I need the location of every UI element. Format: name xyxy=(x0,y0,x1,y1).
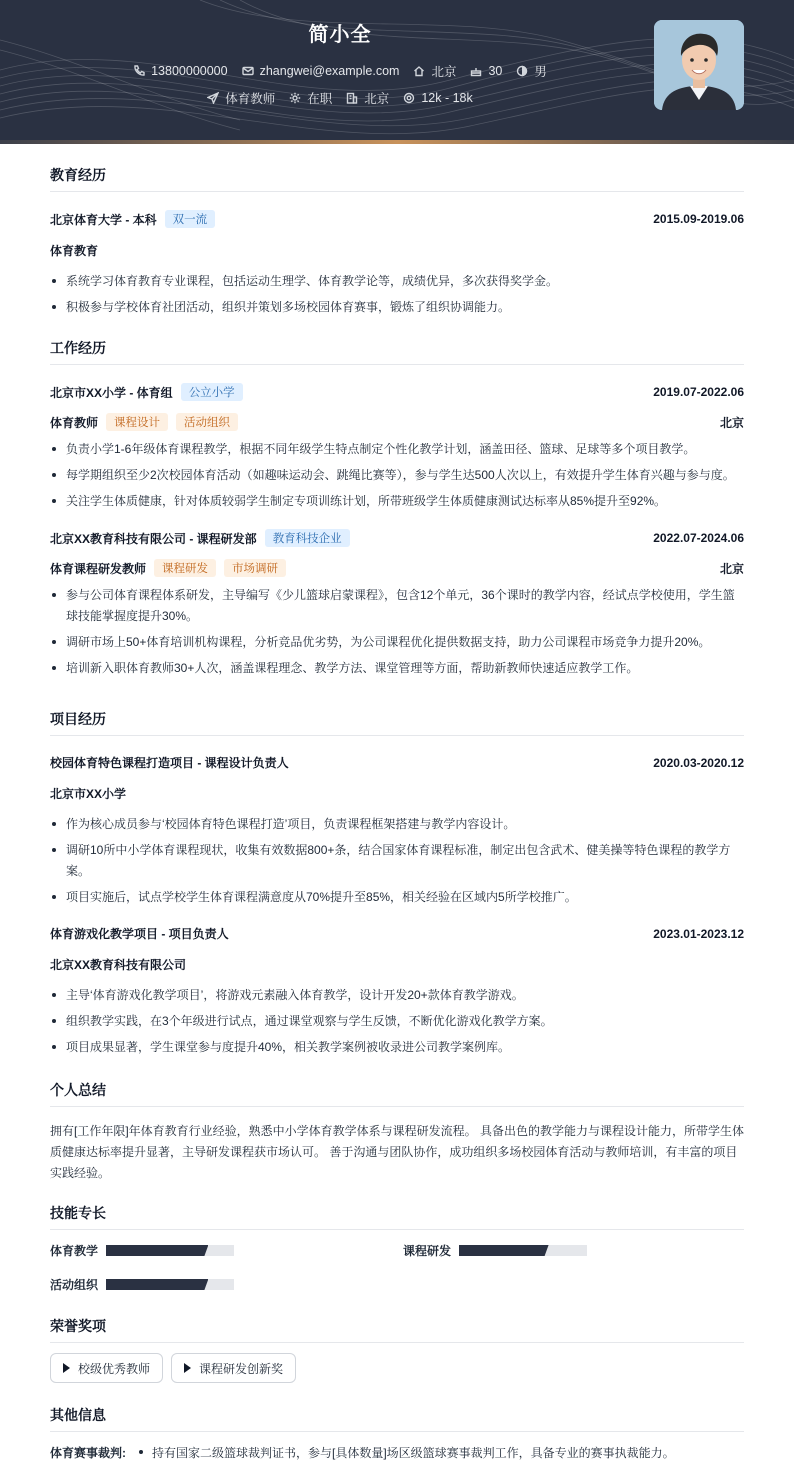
education-header xyxy=(50,210,744,228)
role-row xyxy=(50,413,744,431)
summary-text: 拥有[工作年限]年体育教育行业经验，熟悉中小学体育教学体系与课程研发流程。 具备出色的教学能力与课程设计能力，所带学生体质健康达标率提升显著，主导研发课程获市场认可。 善于沟通与团队协作，成功组织多场校园体育活动与教师培训，有丰富的项目实践经验。 xyxy=(50,1124,745,1180)
role-row xyxy=(50,559,744,577)
candidate-name: 简小全 xyxy=(308,24,372,46)
list-item: 作为核心成员参与‘校园体育特色课程打造’项目，负责课程框架搭建与教学内容设计。 xyxy=(50,814,744,835)
location-text: 北京 xyxy=(431,65,457,79)
skill-fill xyxy=(106,1245,208,1256)
other-label: 体育赛事裁判: xyxy=(50,1446,126,1460)
award-badge xyxy=(171,1353,296,1383)
project-date: 2023.01-2023.12 xyxy=(653,926,744,941)
avatar xyxy=(654,20,744,110)
project-name: 体育游戏化教学项目 - 项目负责人 xyxy=(50,927,229,941)
skill-name: 课程研发 xyxy=(403,1244,452,1258)
skill-fill xyxy=(106,1279,208,1290)
coin-icon xyxy=(403,92,415,104)
project-header xyxy=(50,754,744,771)
job-header xyxy=(50,529,744,547)
list-item: 培训新入职体育教师30+人次，涵盖课程理念、教学方法、课堂管理等方面，帮助新教师快速适应教学工作。 xyxy=(50,658,744,679)
education-section xyxy=(50,165,744,318)
school-name: 北京体育大学 - 本科 xyxy=(50,212,157,227)
bullet-dot xyxy=(139,1450,143,1454)
list-item: 调研市场上50+体育培训机构课程，分析竞品优劣势，为公司课程优化提供数据支持，助力公司课程市场竞争力提升20%。 xyxy=(50,632,744,653)
email-text: zhangwei@example.com xyxy=(259,64,400,78)
job-city: 北京 xyxy=(719,415,744,430)
phone-text: 13800000000 xyxy=(151,64,228,78)
status-item xyxy=(289,89,332,107)
skill-fill xyxy=(459,1245,549,1256)
gender-icon xyxy=(516,65,528,77)
major-name: 体育教育 xyxy=(50,244,99,258)
section-title: 其他信息 xyxy=(50,1405,744,1432)
award-name: 校级优秀教师 xyxy=(78,1361,151,1376)
awards-section xyxy=(50,1316,744,1386)
list-item: 主导‘体育游戏化教学项目’，将游戏元素融入体育教学，设计开发20+款体育教学游戏。 xyxy=(50,985,744,1006)
phone-item xyxy=(133,64,227,78)
job-bullets xyxy=(50,439,744,512)
project-bullets xyxy=(50,814,744,908)
company-tag: 教育科技企业 xyxy=(265,529,350,547)
list-item: 关注学生体质健康，针对体质较弱学生制定专项训练计划，所带班级学生体质健康测试达标率从85%提升至92%。 xyxy=(50,491,744,512)
skills-section xyxy=(50,1203,744,1303)
list-item: 项目实施后，试点学校学生体育课程满意度从70%提升至85%，相关经验在区域内5所学校推广。 xyxy=(50,887,744,908)
send-icon xyxy=(207,92,219,104)
play-icon xyxy=(63,1363,70,1373)
salary-text: 12k - 18k xyxy=(421,91,473,105)
list-item: 积极参与学校体育社团活动，组织并策划多场校园体育赛事，锻炼了组织协调能力。 xyxy=(50,297,744,318)
list-item: 每学期组织至少2次校园体育活动（如趣味运动会、跳绳比赛等），参与学生达500人次以上，有效提升学生体育兴趣与参与度。 xyxy=(50,465,744,486)
gender-text: 男 xyxy=(534,65,547,79)
company-name: 北京市XX小学 - 体育组 xyxy=(50,385,173,400)
list-item: 参与公司体育课程体系研发，主导编写《少儿篮球启蒙课程》，包含12个单元，36个课时的教学内容，经试点学校使用，学生篮球技能掌握度提升30%。 xyxy=(50,585,744,627)
list-item: 组织教学实践，在3个年级进行试点，通过课堂观察与学生反馈，不断优化游戏化教学方案。 xyxy=(50,1011,744,1032)
role-name: 体育课程研发教师 xyxy=(50,561,147,576)
play-icon xyxy=(184,1363,191,1373)
phone-icon xyxy=(133,65,145,77)
section-title: 荣誉奖项 xyxy=(50,1316,744,1343)
education-bullets xyxy=(50,271,744,318)
list-item: 项目成果显著，学生课堂参与度提升40%，相关教学案例被收录进公司教学案例库。 xyxy=(50,1037,744,1058)
skill-name: 体育教学 xyxy=(50,1244,99,1258)
list-item: 系统学习体育教育专业课程，包括运动生理学、体育教学论等，成绩优异，多次获得奖学金。 xyxy=(50,271,744,292)
resume-header xyxy=(0,0,794,140)
section-title: 个人总结 xyxy=(50,1080,744,1107)
header-divider xyxy=(0,140,794,144)
gender-item xyxy=(516,62,547,80)
list-item: 负责小学1-6年级体育课程教学，根据不同年级学生特点制定个性化教学计划，涵盖田径、篮球、足球等多个项目教学。 xyxy=(50,439,744,460)
project-bullets xyxy=(50,985,744,1058)
skill-item xyxy=(403,1242,451,1259)
section-title: 项目经历 xyxy=(50,709,744,736)
job-city: 北京 xyxy=(719,561,744,576)
other-item xyxy=(50,1444,744,1461)
status-text: 在职 xyxy=(307,92,333,106)
city-item xyxy=(346,89,389,107)
cake-icon xyxy=(470,65,482,77)
email-item xyxy=(242,64,400,78)
role-tag: 课程设计 xyxy=(106,413,168,431)
company-name: 北京XX教育科技有限公司 - 课程研发部 xyxy=(50,531,257,546)
list-item: 调研10所中小学体育课程现状，收集有效数据800+条，结合国家体育课程标准，制定出包含武术、健美操等特色课程的教学方案。 xyxy=(50,840,744,882)
company-tag: 公立小学 xyxy=(181,383,243,401)
job-date: 2022.07-2024.06 xyxy=(653,531,744,545)
home-icon xyxy=(413,65,425,77)
role-name: 体育教师 xyxy=(50,415,99,430)
skill-name: 活动组织 xyxy=(50,1278,99,1292)
section-title: 教育经历 xyxy=(50,165,744,192)
skill-bar xyxy=(106,1279,234,1290)
salary-item xyxy=(403,91,472,105)
skill-item xyxy=(50,1242,98,1259)
other-text: 持有国家二级篮球裁判证书，参与[具体数量]场区级篮球赛事裁判工作，具备专业的赛事执裁能力。 xyxy=(152,1446,675,1460)
skill-bar xyxy=(459,1245,587,1256)
award-badge xyxy=(50,1353,163,1383)
city-text: 北京 xyxy=(364,92,390,106)
section-title: 技能专长 xyxy=(50,1203,744,1230)
job-header xyxy=(50,383,744,401)
mail-icon xyxy=(242,65,254,77)
project-header xyxy=(50,925,744,942)
gear-icon xyxy=(289,92,301,104)
job-info-row xyxy=(0,89,680,107)
work-section xyxy=(50,338,744,679)
age-item xyxy=(470,64,502,78)
location-item xyxy=(413,62,456,80)
other-text-wrap xyxy=(126,1444,675,1461)
education-date: 2015.09-2019.06 xyxy=(653,212,744,226)
project-org: 北京XX教育科技有限公司 xyxy=(50,958,187,972)
skill-bar xyxy=(106,1245,234,1256)
contact-row xyxy=(0,62,680,80)
position-item xyxy=(207,89,275,107)
role-tag: 活动组织 xyxy=(176,413,238,431)
project-org-row xyxy=(50,785,744,802)
section-title: 工作经历 xyxy=(50,338,744,365)
project-org: 北京市XX小学 xyxy=(50,787,127,801)
position-text: 体育教师 xyxy=(225,92,276,106)
other-section xyxy=(50,1405,744,1461)
project-date: 2020.03-2020.12 xyxy=(653,755,744,770)
avatar-portrait xyxy=(654,20,744,110)
age-text: 30 xyxy=(488,64,503,78)
summary-section xyxy=(50,1080,744,1184)
major-row xyxy=(50,242,744,259)
skill-item xyxy=(50,1276,98,1293)
role-tag: 市场调研 xyxy=(224,559,286,577)
school-tag: 双一流 xyxy=(165,210,216,228)
projects-section xyxy=(50,709,744,1058)
role-tag: 课程研发 xyxy=(154,559,216,577)
project-org-row xyxy=(50,956,744,973)
building-icon xyxy=(346,92,358,104)
job-bullets xyxy=(50,585,744,679)
award-name: 课程研发创新奖 xyxy=(199,1361,284,1376)
project-name: 校园体育特色课程打造项目 - 课程设计负责人 xyxy=(50,756,289,770)
job-date: 2019.07-2022.06 xyxy=(653,385,744,399)
